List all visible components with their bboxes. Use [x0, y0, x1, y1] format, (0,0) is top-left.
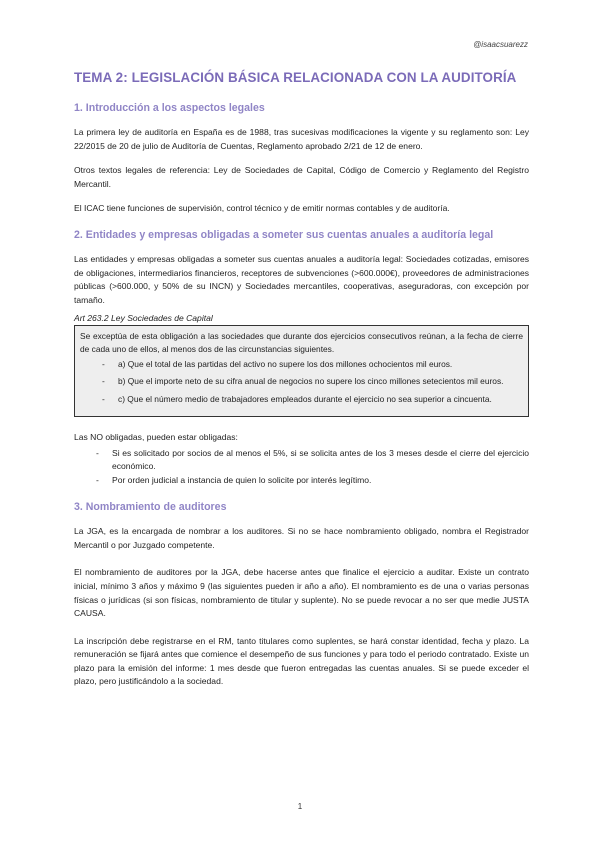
list-item: - Por orden judicial a instancia de quien lo solicite por interés legítimo. — [96, 474, 372, 485]
page-number: 1 — [297, 802, 303, 811]
paragraph: El nombramiento de auditores por la JGA, debe hacerse antes que finalice el ejercicio a auditar. Existe un contrato inicial, mínimo 3 años y máximo 9 (las siguientes pueden ir año a año). El nombramiento es de una o varias personas físicas o jurídicas (si son físicas, nombramiento de titular y suplente). No se puede revocar a no ser que medie JUSTA CAUSA. — [74, 567, 529, 619]
not-obliged-block — [74, 431, 529, 487]
paragraph: La inscripción debe registrarse en el RM, tanto titulares como suplentes, se hará constar identidad, fecha y plazo. La remuneración se fijará antes que comience el desempeño de sus funciones y para todo el periodo contratado. Existe un plazo para la emisión del informe: 1 mes desde que fueron entregadas las cuentas anuales. Si se puede exceder el plazo, pero justificándolo a la sociedad. — [74, 635, 529, 687]
paragraph: Otros textos legales de referencia: Ley de Sociedades de Capital, Código de Comercio y Reglamento del Registro Mercantil. — [74, 165, 529, 189]
page-title: TEMA 2: LEGISLACIÓN BÁSICA RELACIONADA CON LA AUDITORÍA — [74, 70, 517, 85]
section-heading-appointment: 3. Nombramiento de auditores — [74, 501, 227, 514]
law-quote-box — [74, 325, 529, 417]
law-reference-title: Art 263.2 Ley Sociedades de Capital — [74, 313, 213, 324]
not-obliged-list — [74, 447, 529, 487]
not-obliged-lead: Las NO obligadas, pueden estar obligadas: — [74, 432, 238, 443]
list-item: - a) Que el total de las partidas del activo no supere los dos millones ochocientos mil euros. — [102, 358, 453, 369]
paragraph: El ICAC tiene funciones de supervisión, control técnico y de emitir normas contables y de auditoría. — [74, 203, 450, 214]
page-content — [74, 70, 529, 700]
paragraph: Las entidades y empresas obligadas a someter sus cuentas anuales a auditoría legal: Sociedades cotizadas, emisores de obligaciones, intermediarios financieros, receptores de subvenciones (>600.000€), proveedores de administraciones públicas (>600.000, y 50% de su INCN) y Sociedades mercantiles, cooperativas, aseguradoras, con excepción por tamaño. — [74, 253, 529, 305]
author-handle: @isaacsuarezz — [473, 40, 528, 49]
section-heading-intro: 1. Introducción a los aspectos legales — [74, 102, 265, 114]
paragraph: La primera ley de auditoría en España es de 1988, tras sucesivas modificaciones la vigente y su reglamento son: Ley 22/2015 de 20 de julio de Auditoría de Cuentas, Reglamento aprobado 2/21 de 12 de enero. — [74, 127, 529, 151]
list-item: - c) Que el número medio de trabajadores empleados durante el ejercicio no sea superior a cincuenta. — [102, 393, 492, 404]
list-item: - b) Que el importe neto de su cifra anual de negocios no supere los cinco millones setecientos mil euros. — [102, 376, 504, 387]
section-heading-entities: 2. Entidades y empresas obligadas a someter sus cuentas anuales a auditoría legal — [74, 228, 494, 241]
law-intro: Se exceptúa de esta obligación a las sociedades que durante dos ejercicios consecutivos reúnan, a la fecha de cierre de cada uno de ellos, al menos dos de las circunstancias siguientes. — [80, 331, 523, 354]
paragraph: La JGA, es la encargada de nombrar a los auditores. Si no se hace nombramiento obligado, nombra el Registrador Mercantil o por Juzgado competente. — [74, 526, 529, 550]
law-conditions-list — [80, 358, 523, 406]
list-item: - Si es solicitado por socios de al menos el 5%, si se solicita antes de los 3 meses desde el cierre del ejercicio económico. — [96, 447, 529, 472]
